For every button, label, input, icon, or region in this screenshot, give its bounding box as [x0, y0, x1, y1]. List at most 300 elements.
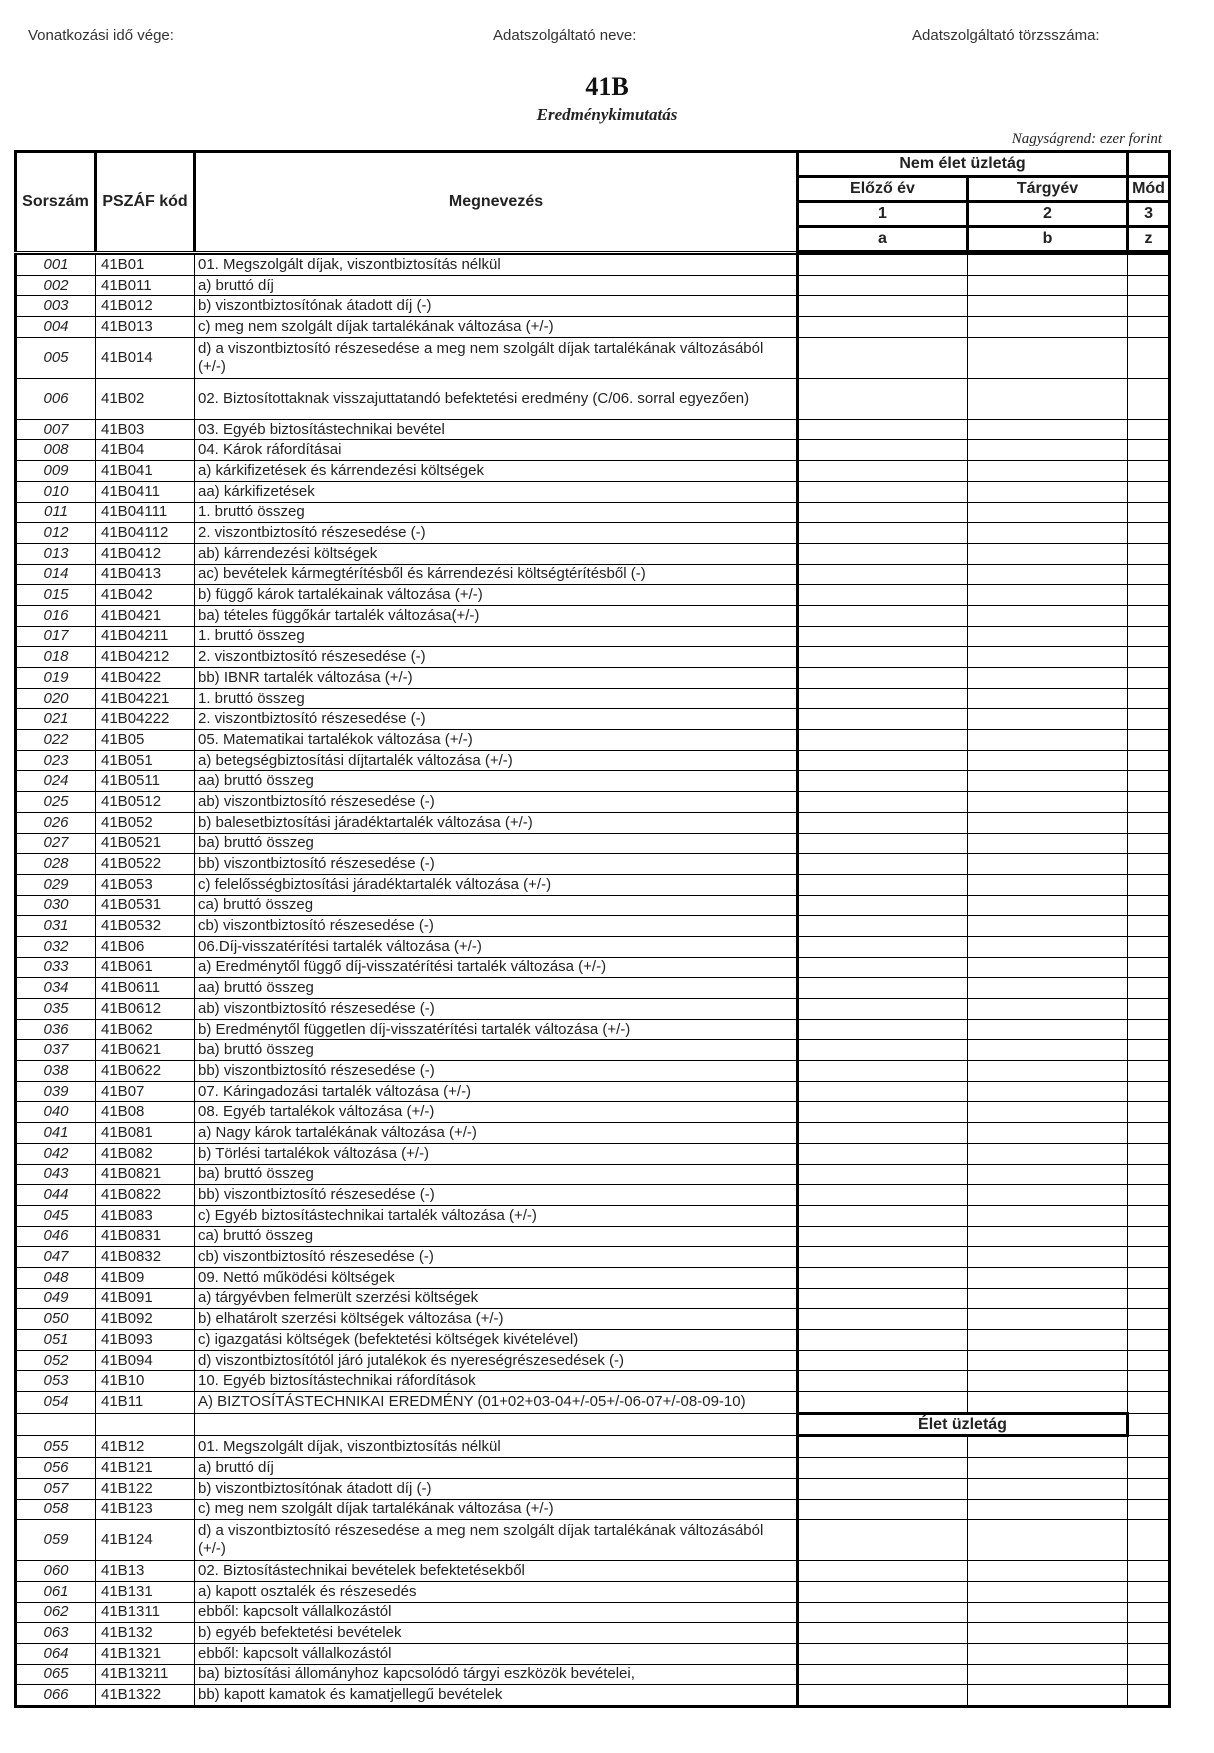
row-pszaf-code: 41B0413 — [96, 564, 195, 585]
row-pszaf-code: 41B0831 — [96, 1226, 195, 1247]
curr-year-value-cell[interactable] — [968, 999, 1128, 1020]
mod-value-cell[interactable] — [1128, 419, 1170, 440]
row-description: 2. viszontbiztosító részesedése (-) — [195, 647, 798, 668]
curr-year-value-cell[interactable] — [968, 771, 1128, 792]
prev-year-value-cell[interactable] — [798, 771, 968, 792]
curr-year-value-cell[interactable] — [968, 605, 1128, 626]
curr-year-value-cell[interactable] — [968, 1643, 1128, 1664]
mod-value-cell[interactable] — [1128, 750, 1170, 771]
prev-year-value-cell[interactable] — [798, 1205, 968, 1226]
mod-value-cell[interactable] — [1128, 1371, 1170, 1392]
mod-value-cell[interactable] — [1128, 1226, 1170, 1247]
curr-year-value-cell[interactable] — [968, 1520, 1128, 1561]
curr-year-value-cell[interactable] — [968, 317, 1128, 338]
prev-year-value-cell[interactable] — [798, 730, 968, 751]
prev-year-value-cell[interactable] — [798, 1309, 968, 1330]
prev-year-value-cell[interactable] — [798, 317, 968, 338]
row-pszaf-code: 41B122 — [96, 1478, 195, 1499]
curr-year-value-cell[interactable] — [968, 730, 1128, 751]
row-number: 057 — [16, 1478, 96, 1499]
row-pszaf-code: 41B04211 — [96, 626, 195, 647]
prev-year-value-cell[interactable] — [798, 564, 968, 585]
prev-year-value-cell[interactable] — [798, 936, 968, 957]
prev-year-value-cell[interactable] — [798, 1623, 968, 1644]
mod-value-cell[interactable] — [1128, 812, 1170, 833]
curr-year-value-cell[interactable] — [968, 936, 1128, 957]
curr-year-value-cell[interactable] — [968, 688, 1128, 709]
mod-value-cell[interactable] — [1128, 605, 1170, 626]
prev-year-value-cell[interactable] — [798, 419, 968, 440]
mod-value-cell[interactable] — [1128, 1499, 1170, 1520]
mod-value-cell[interactable] — [1128, 978, 1170, 999]
curr-year-value-cell[interactable] — [968, 254, 1128, 275]
mod-value-cell[interactable] — [1128, 254, 1170, 275]
curr-year-value-cell[interactable] — [968, 854, 1128, 875]
mod-value-cell[interactable] — [1128, 730, 1170, 751]
mod-value-cell[interactable] — [1128, 1392, 1170, 1414]
prev-year-value-cell[interactable] — [798, 874, 968, 895]
curr-year-value-cell[interactable] — [968, 461, 1128, 482]
curr-year-value-cell[interactable] — [968, 626, 1128, 647]
empty-cell — [96, 1413, 195, 1436]
prev-year-value-cell[interactable] — [798, 1350, 968, 1371]
table-row — [16, 1371, 1170, 1392]
row-pszaf-code: 41B11 — [96, 1392, 195, 1414]
row-number: 009 — [16, 461, 96, 482]
prev-year-value-cell[interactable] — [798, 1330, 968, 1351]
table-row — [16, 605, 1170, 626]
row-number: 051 — [16, 1330, 96, 1351]
mod-value-cell[interactable] — [1128, 999, 1170, 1020]
row-number: 031 — [16, 916, 96, 937]
row-pszaf-code: 41B0621 — [96, 1040, 195, 1061]
prev-year-value-cell[interactable] — [798, 1436, 968, 1458]
life-section-label: Élet üzletág — [798, 1413, 1128, 1436]
mod-value-cell[interactable] — [1128, 1623, 1170, 1644]
curr-year-value-cell[interactable] — [968, 1164, 1128, 1185]
curr-year-value-cell[interactable] — [968, 833, 1128, 854]
row-number: 058 — [16, 1499, 96, 1520]
curr-year-value-cell[interactable] — [968, 647, 1128, 668]
row-pszaf-code: 41B07 — [96, 1081, 195, 1102]
prev-year-value-cell[interactable] — [798, 916, 968, 937]
curr-year-value-cell[interactable] — [968, 874, 1128, 895]
curr-year-value-cell[interactable] — [968, 543, 1128, 564]
curr-year-value-cell[interactable] — [968, 916, 1128, 937]
prev-year-value-cell[interactable] — [798, 854, 968, 875]
row-pszaf-code: 41B132 — [96, 1623, 195, 1644]
row-description: ebből: kapcsolt vállalkozástól — [195, 1602, 798, 1623]
curr-year-value-cell[interactable] — [968, 1040, 1128, 1061]
mod-value-cell[interactable] — [1128, 626, 1170, 647]
curr-year-value-cell[interactable] — [968, 1330, 1128, 1351]
prev-year-value-cell[interactable] — [798, 1371, 968, 1392]
table-row — [16, 1520, 1170, 1561]
curr-year-value-cell[interactable] — [968, 1309, 1128, 1330]
mod-value-cell[interactable] — [1128, 1643, 1170, 1664]
curr-year-value-cell[interactable] — [968, 1478, 1128, 1499]
curr-year-value-cell[interactable] — [968, 792, 1128, 813]
curr-year-value-cell[interactable] — [968, 502, 1128, 523]
prev-year-value-cell[interactable] — [798, 1061, 968, 1082]
table-row — [16, 812, 1170, 833]
mod-value-cell[interactable] — [1128, 585, 1170, 606]
prev-year-value-cell[interactable] — [798, 1458, 968, 1479]
curr-year-value-cell[interactable] — [968, 275, 1128, 296]
col-number-mod: 3 — [1128, 202, 1170, 227]
mod-value-cell[interactable] — [1128, 1019, 1170, 1040]
prev-year-value-cell[interactable] — [798, 833, 968, 854]
row-pszaf-code: 41B06 — [96, 936, 195, 957]
mod-value-cell[interactable] — [1128, 1478, 1170, 1499]
mod-value-cell[interactable] — [1128, 1602, 1170, 1623]
mod-value-cell[interactable] — [1128, 1081, 1170, 1102]
mod-value-cell[interactable] — [1128, 1330, 1170, 1351]
prev-year-value-cell[interactable] — [798, 296, 968, 317]
table-row — [16, 833, 1170, 854]
curr-year-value-cell[interactable] — [968, 337, 1128, 378]
mod-value-cell[interactable] — [1128, 543, 1170, 564]
group-header-nonlife: Nem élet üzletág — [798, 152, 1128, 177]
curr-year-value-cell[interactable] — [968, 1561, 1128, 1582]
row-number: 024 — [16, 771, 96, 792]
row-pszaf-code: 41B05 — [96, 730, 195, 751]
table-row — [16, 730, 1170, 751]
table-body — [14, 253, 1171, 1708]
curr-year-value-cell[interactable] — [968, 1185, 1128, 1206]
prev-year-value-cell[interactable] — [798, 1164, 968, 1185]
curr-year-value-cell[interactable] — [968, 709, 1128, 730]
prev-year-value-cell[interactable] — [798, 1392, 968, 1414]
mod-value-cell[interactable] — [1128, 1561, 1170, 1582]
curr-year-value-cell[interactable] — [968, 1081, 1128, 1102]
col-letter-prev: a — [798, 227, 968, 252]
mod-value-cell[interactable] — [1128, 688, 1170, 709]
curr-year-value-cell[interactable] — [968, 1205, 1128, 1226]
row-number: 038 — [16, 1061, 96, 1082]
row-description: 01. Megszolgált díjak, viszontbiztosítás nélkül — [195, 254, 798, 275]
row-description: ba) biztosítási állományhoz kapcsolódó tárgyi eszközök bevételei, — [195, 1664, 798, 1685]
curr-year-value-cell[interactable] — [968, 419, 1128, 440]
row-number: 054 — [16, 1392, 96, 1414]
row-description: b) függő károk tartalékainak változása (+/-) — [195, 585, 798, 606]
prev-year-value-cell[interactable] — [798, 1102, 968, 1123]
curr-year-value-cell[interactable] — [968, 1623, 1128, 1644]
row-pszaf-code: 41B124 — [96, 1520, 195, 1561]
life-section-header-row — [16, 1413, 1170, 1436]
table-row — [16, 1205, 1170, 1226]
curr-year-value-cell[interactable] — [968, 378, 1128, 419]
row-pszaf-code: 41B08 — [96, 1102, 195, 1123]
prev-year-value-cell[interactable] — [798, 1143, 968, 1164]
row-description: a) bruttó díj — [195, 1458, 798, 1479]
row-description: c) meg nem szolgált díjak tartalékának változása (+/-) — [195, 1499, 798, 1520]
row-description: aa) kárkifizetések — [195, 481, 798, 502]
prev-year-value-cell[interactable] — [798, 957, 968, 978]
row-number: 018 — [16, 647, 96, 668]
curr-year-value-cell[interactable] — [968, 1458, 1128, 1479]
row-description: ba) bruttó összeg — [195, 1040, 798, 1061]
prev-year-value-cell[interactable] — [798, 1478, 968, 1499]
mod-value-cell[interactable] — [1128, 771, 1170, 792]
curr-year-value-cell[interactable] — [968, 296, 1128, 317]
table-row — [16, 647, 1170, 668]
mod-value-cell[interactable] — [1128, 1685, 1170, 1707]
mod-value-cell[interactable] — [1128, 317, 1170, 338]
prev-year-value-cell[interactable] — [798, 709, 968, 730]
report-table — [14, 150, 1168, 1708]
mod-value-cell[interactable] — [1128, 461, 1170, 482]
mod-value-cell[interactable] — [1128, 1581, 1170, 1602]
table-row — [16, 750, 1170, 771]
prev-year-value-cell[interactable] — [798, 1123, 968, 1144]
row-number: 050 — [16, 1309, 96, 1330]
mod-value-cell[interactable] — [1128, 275, 1170, 296]
prev-year-value-cell[interactable] — [798, 1247, 968, 1268]
mod-value-cell[interactable] — [1128, 1436, 1170, 1458]
mod-value-cell[interactable] — [1128, 1520, 1170, 1561]
prev-year-value-cell[interactable] — [798, 668, 968, 689]
prev-year-value-cell[interactable] — [798, 1081, 968, 1102]
prev-year-value-cell[interactable] — [798, 647, 968, 668]
table-row — [16, 1643, 1170, 1664]
prev-year-value-cell[interactable] — [798, 792, 968, 813]
curr-year-value-cell[interactable] — [968, 1123, 1128, 1144]
row-number: 066 — [16, 1685, 96, 1707]
row-description: ca) bruttó összeg — [195, 895, 798, 916]
prev-year-value-cell[interactable] — [798, 481, 968, 502]
row-number: 036 — [16, 1019, 96, 1040]
mod-value-cell[interactable] — [1128, 1143, 1170, 1164]
col-header-prev-year: Előző év — [798, 177, 968, 202]
prev-year-value-cell[interactable] — [798, 378, 968, 419]
curr-year-value-cell[interactable] — [968, 957, 1128, 978]
mod-value-cell[interactable] — [1128, 481, 1170, 502]
mod-value-cell[interactable] — [1128, 957, 1170, 978]
table-row — [16, 440, 1170, 461]
row-pszaf-code: 41B121 — [96, 1458, 195, 1479]
mod-value-cell[interactable] — [1128, 440, 1170, 461]
table-header — [14, 150, 1171, 253]
mod-value-cell[interactable] — [1128, 709, 1170, 730]
curr-year-value-cell[interactable] — [968, 1226, 1128, 1247]
prev-year-value-cell[interactable] — [798, 1019, 968, 1040]
row-description: d) a viszontbiztosító részesedése a meg nem szolgált díjak tartalékának változásából (+/-) — [195, 1520, 798, 1561]
table-row — [16, 916, 1170, 937]
row-number: 021 — [16, 709, 96, 730]
row-number: 012 — [16, 523, 96, 544]
curr-year-value-cell[interactable] — [968, 1685, 1128, 1707]
prev-year-value-cell[interactable] — [798, 502, 968, 523]
mod-value-cell[interactable] — [1128, 1350, 1170, 1371]
mod-value-cell[interactable] — [1128, 1102, 1170, 1123]
prev-year-value-cell[interactable] — [798, 1581, 968, 1602]
curr-year-value-cell[interactable] — [968, 585, 1128, 606]
mod-value-cell[interactable] — [1128, 1040, 1170, 1061]
curr-year-value-cell[interactable] — [968, 750, 1128, 771]
curr-year-value-cell[interactable] — [968, 812, 1128, 833]
period-end-label: Vonatkozási idő vége: — [28, 27, 174, 44]
curr-year-value-cell[interactable] — [968, 1602, 1128, 1623]
row-number: 015 — [16, 585, 96, 606]
curr-year-value-cell[interactable] — [968, 1499, 1128, 1520]
mod-value-cell[interactable] — [1128, 895, 1170, 916]
row-pszaf-code: 41B04111 — [96, 502, 195, 523]
row-pszaf-code: 41B0511 — [96, 771, 195, 792]
col-header-megnevezes: Megnevezés — [195, 152, 798, 252]
curr-year-value-cell[interactable] — [968, 1247, 1128, 1268]
row-number: 062 — [16, 1602, 96, 1623]
curr-year-value-cell[interactable] — [968, 1061, 1128, 1082]
mod-value-cell[interactable] — [1128, 916, 1170, 937]
table-row — [16, 275, 1170, 296]
row-number: 065 — [16, 1664, 96, 1685]
mod-value-cell[interactable] — [1128, 1164, 1170, 1185]
curr-year-value-cell[interactable] — [968, 1350, 1128, 1371]
mod-value-cell[interactable] — [1128, 502, 1170, 523]
col-header-sorszam: Sorszám — [16, 152, 96, 252]
prev-year-value-cell[interactable] — [798, 461, 968, 482]
mod-value-cell[interactable] — [1128, 337, 1170, 378]
col-header-pszaf-code: PSZÁF kód — [96, 152, 195, 252]
curr-year-value-cell[interactable] — [968, 1143, 1128, 1164]
table-row — [16, 1499, 1170, 1520]
curr-year-value-cell[interactable] — [968, 668, 1128, 689]
row-description: 1. bruttó összeg — [195, 626, 798, 647]
curr-year-value-cell[interactable] — [968, 1019, 1128, 1040]
row-pszaf-code: 41B081 — [96, 1123, 195, 1144]
row-pszaf-code: 41B0521 — [96, 833, 195, 854]
prev-year-value-cell[interactable] — [798, 337, 968, 378]
curr-year-value-cell[interactable] — [968, 1102, 1128, 1123]
table-row — [16, 1164, 1170, 1185]
curr-year-value-cell[interactable] — [968, 1436, 1128, 1458]
prev-year-value-cell[interactable] — [798, 1185, 968, 1206]
mod-value-cell[interactable] — [1128, 1123, 1170, 1144]
curr-year-value-cell[interactable] — [968, 481, 1128, 502]
empty-cell — [1128, 1413, 1170, 1436]
row-pszaf-code: 41B1322 — [96, 1685, 195, 1707]
prev-year-value-cell[interactable] — [798, 1267, 968, 1288]
curr-year-value-cell[interactable] — [968, 523, 1128, 544]
prev-year-value-cell[interactable] — [798, 1602, 968, 1623]
mod-value-cell[interactable] — [1128, 1185, 1170, 1206]
row-description: c) Egyéb biztosítástechnikai tartalék változása (+/-) — [195, 1205, 798, 1226]
curr-year-value-cell[interactable] — [968, 1371, 1128, 1392]
prev-year-value-cell[interactable] — [798, 254, 968, 275]
prev-year-value-cell[interactable] — [798, 1643, 968, 1664]
mod-value-cell[interactable] — [1128, 874, 1170, 895]
row-description: ebből: kapcsolt vállalkozástól — [195, 1643, 798, 1664]
curr-year-value-cell[interactable] — [968, 1581, 1128, 1602]
mod-value-cell[interactable] — [1128, 1664, 1170, 1685]
mod-value-cell[interactable] — [1128, 296, 1170, 317]
prev-year-value-cell[interactable] — [798, 812, 968, 833]
mod-value-cell[interactable] — [1128, 1061, 1170, 1082]
row-description: c) igazgatási költségek (befektetési költségek kivételével) — [195, 1330, 798, 1351]
row-description: 2. viszontbiztosító részesedése (-) — [195, 523, 798, 544]
prev-year-value-cell[interactable] — [798, 1664, 968, 1685]
row-pszaf-code: 41B0422 — [96, 668, 195, 689]
row-number: 004 — [16, 317, 96, 338]
row-description: ab) kárrendezési költségek — [195, 543, 798, 564]
prev-year-value-cell[interactable] — [798, 626, 968, 647]
row-pszaf-code: 41B09 — [96, 1267, 195, 1288]
row-description: 10. Egyéb biztosítástechnikai ráfordítások — [195, 1371, 798, 1392]
row-pszaf-code: 41B0822 — [96, 1185, 195, 1206]
prev-year-value-cell[interactable] — [798, 523, 968, 544]
mod-value-cell[interactable] — [1128, 833, 1170, 854]
mod-value-cell[interactable] — [1128, 1309, 1170, 1330]
mod-value-cell[interactable] — [1128, 1247, 1170, 1268]
prev-year-value-cell[interactable] — [798, 585, 968, 606]
prev-year-value-cell[interactable] — [798, 1288, 968, 1309]
row-number: 010 — [16, 481, 96, 502]
mod-value-cell[interactable] — [1128, 523, 1170, 544]
prev-year-value-cell[interactable] — [798, 543, 968, 564]
curr-year-value-cell[interactable] — [968, 895, 1128, 916]
curr-year-value-cell[interactable] — [968, 1267, 1128, 1288]
prev-year-value-cell[interactable] — [798, 1040, 968, 1061]
table-row — [16, 1185, 1170, 1206]
curr-year-value-cell[interactable] — [968, 1664, 1128, 1685]
prev-year-value-cell[interactable] — [798, 688, 968, 709]
prev-year-value-cell[interactable] — [798, 1226, 968, 1247]
mod-value-cell[interactable] — [1128, 936, 1170, 957]
prev-year-value-cell[interactable] — [798, 1520, 968, 1561]
table-row — [16, 502, 1170, 523]
row-description: ba) bruttó összeg — [195, 1164, 798, 1185]
row-pszaf-code: 41B01 — [96, 254, 195, 275]
prev-year-value-cell[interactable] — [798, 1499, 968, 1520]
table-row — [16, 481, 1170, 502]
curr-year-value-cell[interactable] — [968, 440, 1128, 461]
mod-value-cell[interactable] — [1128, 668, 1170, 689]
prev-year-value-cell[interactable] — [798, 1561, 968, 1582]
prev-year-value-cell[interactable] — [798, 275, 968, 296]
mod-value-cell[interactable] — [1128, 1458, 1170, 1479]
mod-value-cell[interactable] — [1128, 1205, 1170, 1226]
curr-year-value-cell[interactable] — [968, 564, 1128, 585]
curr-year-value-cell[interactable] — [968, 1288, 1128, 1309]
col-number-prev: 1 — [798, 202, 968, 227]
mod-value-cell[interactable] — [1128, 792, 1170, 813]
prev-year-value-cell[interactable] — [798, 605, 968, 626]
table-row — [16, 895, 1170, 916]
mod-value-cell[interactable] — [1128, 647, 1170, 668]
row-pszaf-code: 41B011 — [96, 275, 195, 296]
mod-value-cell[interactable] — [1128, 1288, 1170, 1309]
row-number: 001 — [16, 254, 96, 275]
prev-year-value-cell[interactable] — [798, 750, 968, 771]
curr-year-value-cell[interactable] — [968, 978, 1128, 999]
table-row — [16, 1123, 1170, 1144]
row-number: 041 — [16, 1123, 96, 1144]
row-number: 060 — [16, 1561, 96, 1582]
mod-value-cell[interactable] — [1128, 1267, 1170, 1288]
mod-value-cell[interactable] — [1128, 854, 1170, 875]
curr-year-value-cell[interactable] — [968, 1392, 1128, 1414]
prev-year-value-cell[interactable] — [798, 895, 968, 916]
prev-year-value-cell[interactable] — [798, 978, 968, 999]
row-description: cb) viszontbiztosító részesedése (-) — [195, 916, 798, 937]
prev-year-value-cell[interactable] — [798, 999, 968, 1020]
prev-year-value-cell[interactable] — [798, 440, 968, 461]
mod-value-cell[interactable] — [1128, 564, 1170, 585]
row-description: bb) IBNR tartalék változása (+/-) — [195, 668, 798, 689]
mod-value-cell[interactable] — [1128, 378, 1170, 419]
prev-year-value-cell[interactable] — [798, 1685, 968, 1707]
